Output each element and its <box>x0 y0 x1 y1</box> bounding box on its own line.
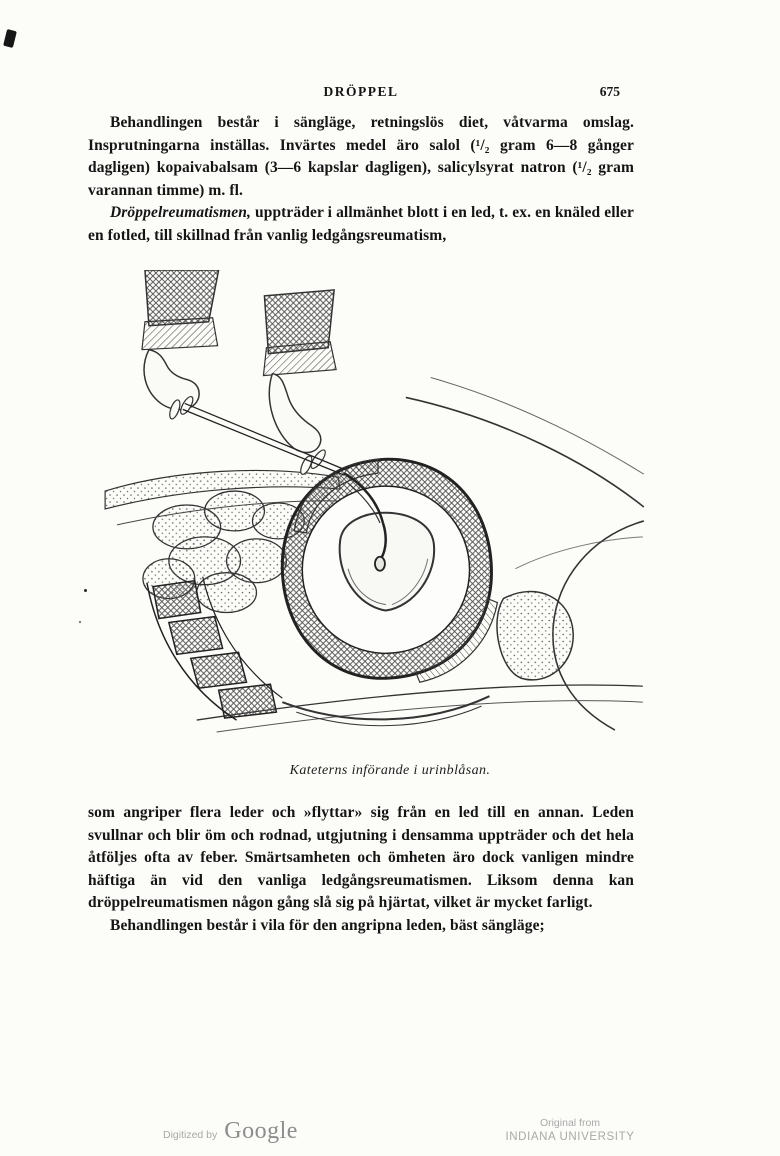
body-text-bottom <box>88 802 634 938</box>
anatomical-illustration-catheter-bladder <box>85 270 647 738</box>
bladder-cross-section <box>282 459 497 682</box>
digitized-by <box>163 1118 298 1145</box>
digitized-by-label: Digitized by <box>163 1129 218 1141</box>
paragraph-treatment-rest: Behandlingen består i vila för den angripna leden, bäst sängläge; <box>110 916 545 934</box>
right-hand <box>263 290 336 476</box>
page-number: 675 <box>599 84 620 99</box>
scrotum <box>497 592 573 680</box>
scan-artifact <box>3 29 17 48</box>
paragraph-text: uppträder i allmänhet blott i en led, t. ex. en knäled eller en fotled, till skillnad från vanlig ledgångsreumatism, <box>88 204 634 244</box>
figure <box>85 270 647 738</box>
google-logo: Google <box>224 1118 298 1144</box>
scan-artifact <box>79 621 81 623</box>
provenance <box>455 1117 685 1143</box>
institution-label: INDIANA UNIVERSITY <box>505 1131 635 1143</box>
pelvic-floor <box>282 696 489 726</box>
paragraph-joints: som angriper flera leder och »flyttar» sig från en led till en annan. Leden svullnar och blir öm och rodnad, utgjutning i densamma uppträder och det hela åtföljes ofta av feber. Smärtsamheten och ömheten äro dock vanligen mindre häftiga än vid den vanliga ledgångsreumatismen. Liksom denna kan dröppelreumatismen någon gång slå sig på hjärtat, vilket är mycket farligt. <box>88 804 634 912</box>
page-header-title: DRÖPPEL <box>323 84 399 99</box>
paragraph-treatment: Behandlingen består i sängläge, retningslös diet, våtvarma omslag. Insprutningarna inställas. Invärtes medel äro salol (¹/₂ gram 6—8 gånger dagligen) kopaivabalsam (3—6 kapslar dagligen), salicylsyrat natron (¹/₂ gram varannan timme) m. fl. <box>88 114 634 199</box>
body-text-top <box>88 112 634 248</box>
left-hand <box>142 270 219 420</box>
original-from-label: Original from <box>539 1117 601 1129</box>
running-header <box>88 84 634 104</box>
figure-caption: Kateterns införande i urinblåsan. <box>289 763 491 778</box>
paragraph-rheumatism <box>88 202 634 247</box>
italic-lead-word: Dröppelreumatismen, <box>110 204 251 222</box>
